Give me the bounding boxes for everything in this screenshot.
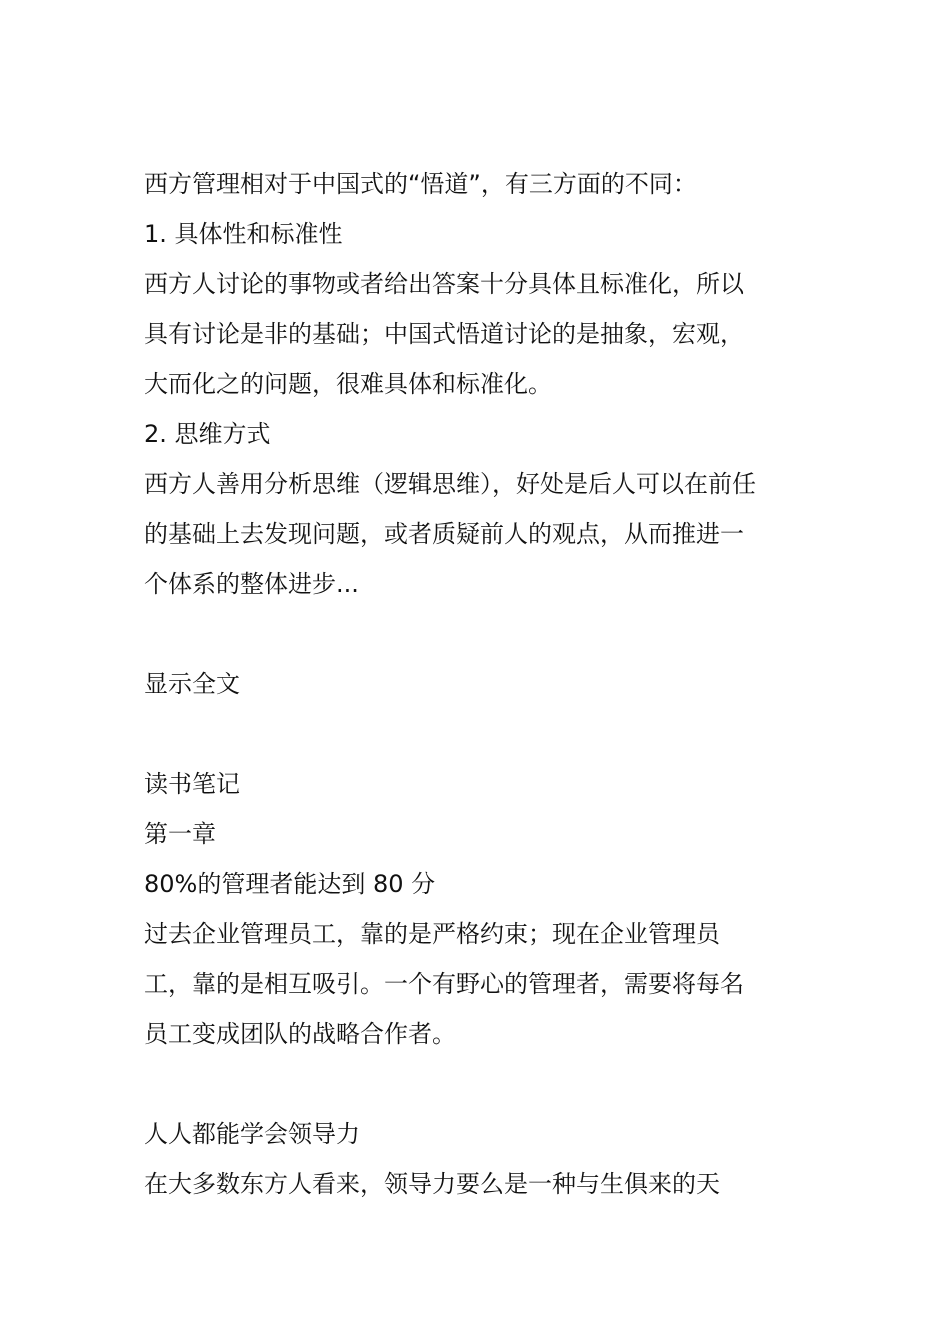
paragraph-line: 员工变成团队的战略合作者。 (144, 1020, 456, 1048)
document-body (144, 159, 814, 1209)
show-full-text-link[interactable]: 显示全文 (144, 670, 240, 698)
spacer (144, 609, 814, 659)
spacer (144, 1059, 814, 1109)
notes-heading: 读书笔记 (144, 770, 240, 798)
section-heading-specificity: 1. 具体性和标准性 (144, 220, 343, 248)
section-heading-thinking: 2. 思维方式 (144, 420, 271, 448)
paragraph-line: 西方人善用分析思维（逻辑思维），好处是后人可以在前任 (144, 470, 756, 498)
paragraph-line: 工，靠的是相互吸引。一个有野心的管理者，需要将每名 (144, 970, 744, 998)
paragraph-line: 过去企业管理员工，靠的是严格约束；现在企业管理员 (144, 920, 720, 948)
paragraph-line: 的基础上去发现问题，或者质疑前人的观点，从而推进一 (144, 520, 744, 548)
paragraph-line: 大而化之的问题，很难具体和标准化。 (144, 370, 552, 398)
leadership-heading: 人人都能学会领导力 (144, 1120, 360, 1148)
paragraph-line: 在大多数东方人看来，领导力要么是一种与生俱来的天 (144, 1170, 720, 1198)
intro-paragraph: 西方管理相对于中国式的“悟道”，有三方面的不同： (144, 170, 697, 198)
paragraph-line: 个体系的整体进步... (144, 570, 359, 598)
chapter-heading: 第一章 (144, 820, 216, 848)
paragraph-line: 具有讨论是非的基础；中国式悟道讨论的是抽象，宏观， (144, 320, 744, 348)
spacer (144, 709, 814, 759)
paragraph-line: 西方人讨论的事物或者给出答案十分具体且标准化，所以 (144, 270, 744, 298)
chapter-subheading: 80%的管理者能达到 80 分 (144, 870, 436, 898)
